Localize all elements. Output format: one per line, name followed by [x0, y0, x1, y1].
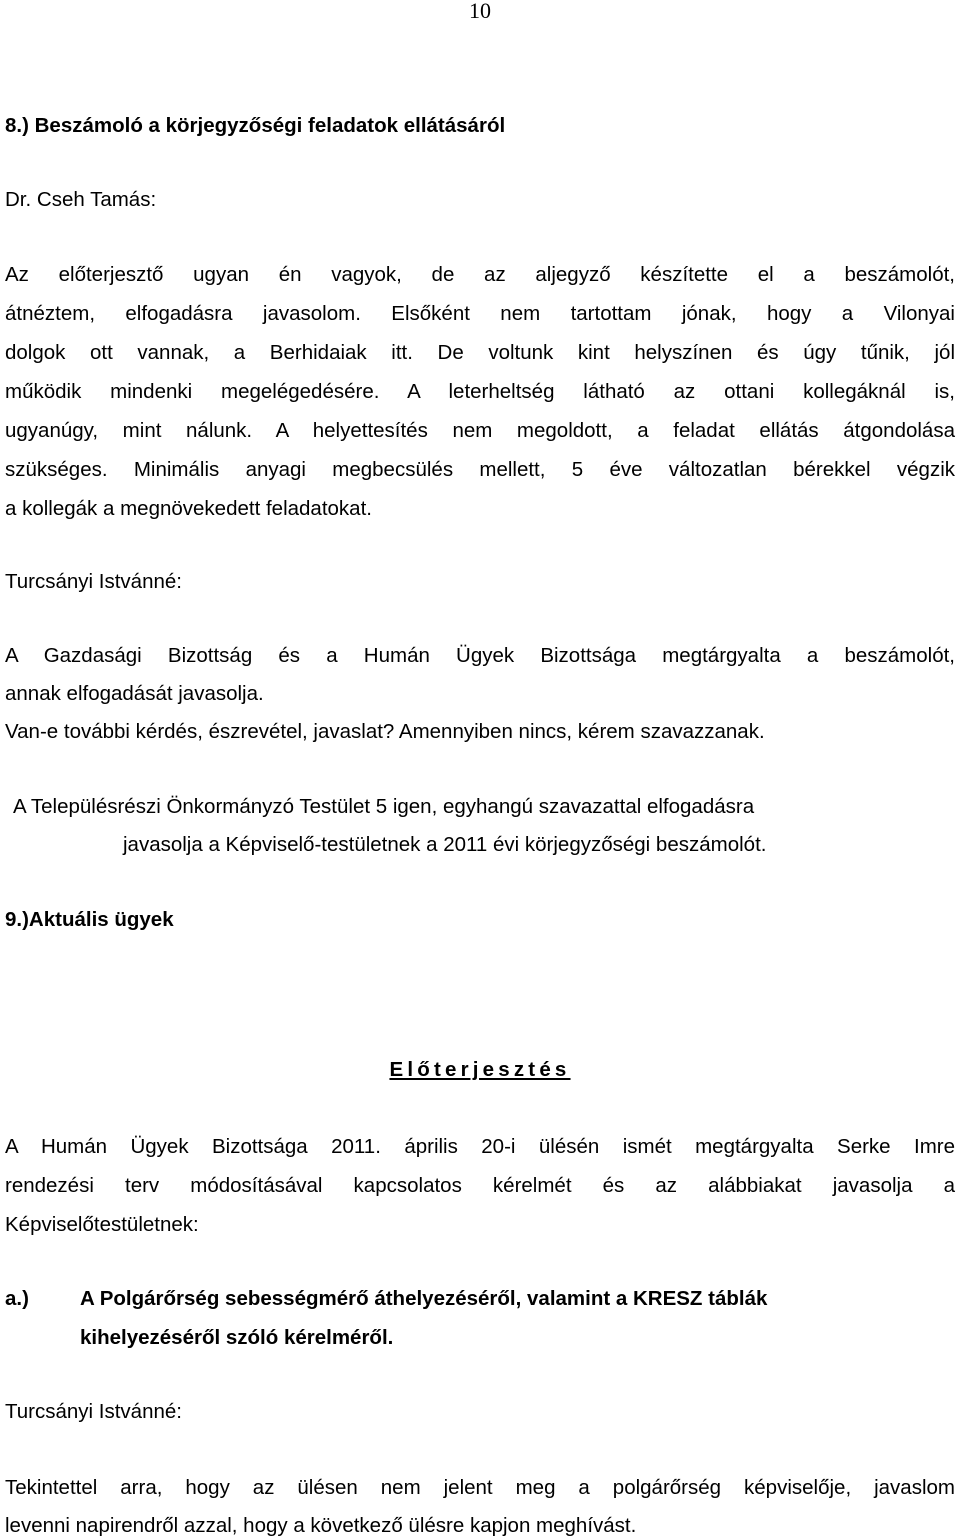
resolution-line: javasolja a Képviselő-testületnek a 2011 évi körjegyzőségi beszámolót.	[123, 833, 767, 856]
paragraph-line: A Gazdasági Bizottság és a Humán Ügyek Bizottsága megtárgyalta a beszámolót,	[5, 644, 955, 667]
paragraph-line: szükséges. Minimális anyagi megbecsülés mellett, 5 éve változatlan bérekkel végzik	[5, 458, 955, 481]
item-a-line: A Polgárőrség sebességmérő áthelyezéséről, valamint a KRESZ táblák	[80, 1287, 768, 1310]
resolution-line: A Településrészi Önkormányzó Testület 5 igen, egyhangú szavazattal elfogadásra	[13, 795, 755, 818]
paragraph-line: Képviselőtestületnek:	[5, 1213, 199, 1236]
paragraph-line: dolgok ott vannak, a Berhidaiak itt. De voltunk kint helyszínen és úgy tűnik, jól	[5, 341, 955, 364]
paragraph-line: rendezési terv módosításával kapcsolatos kérelmét és az alábbiakat javasolja a	[5, 1174, 955, 1197]
section-8-heading: 8.) Beszámoló a körjegyzőségi feladatok ellátásáról	[5, 114, 506, 137]
paragraph-line: Tekintettel arra, hogy az ülésen nem jelent meg a polgárőrség képviselője, javaslom	[5, 1476, 955, 1499]
speaker-cseh: Dr. Cseh Tamás:	[5, 188, 157, 211]
proposal-title: Előterjesztés	[389, 1058, 571, 1081]
paragraph-line: ugyanúgy, mint nálunk. A helyettesítés nem megoldott, a feladat ellátás átgondolása	[5, 419, 955, 442]
paragraph-line: annak elfogadását javasolja.	[5, 682, 264, 705]
speaker-turcsanyi-1: Turcsányi Istvánné:	[5, 570, 182, 593]
item-a-line: kihelyezéséről szóló kérelméről.	[80, 1326, 394, 1349]
paragraph-line: levenni napirendről azzal, hogy a következő ülésre kapjon meghívást.	[5, 1514, 637, 1537]
paragraph-line: a kollegák a megnövekedett feladatokat.	[5, 497, 372, 520]
paragraph-line: működik mindenki megelégedésére. A leterheltség látható az ottani kollegáknál is,	[5, 380, 955, 403]
paragraph-line: átnéztem, elfogadásra javasolom. Elsőként nem tartottam jónak, hogy a Vilonyai	[5, 302, 955, 325]
page-number: 10	[469, 0, 491, 23]
paragraph-line: A Humán Ügyek Bizottsága 2011. április 20-i ülésén ismét megtárgyalta Serke Imre	[5, 1135, 955, 1158]
item-a-label: a.)	[5, 1287, 29, 1310]
speaker-turcsanyi-2: Turcsányi Istvánné:	[5, 1400, 182, 1423]
paragraph-line: Van-e további kérdés, észrevétel, javaslat? Amennyiben nincs, kérem szavazzanak.	[5, 720, 765, 743]
section-9-heading: 9.)Aktuális ügyek	[5, 908, 174, 931]
paragraph-line: Az előterjesztő ugyan én vagyok, de az aljegyző készítette el a beszámolót,	[5, 263, 955, 286]
